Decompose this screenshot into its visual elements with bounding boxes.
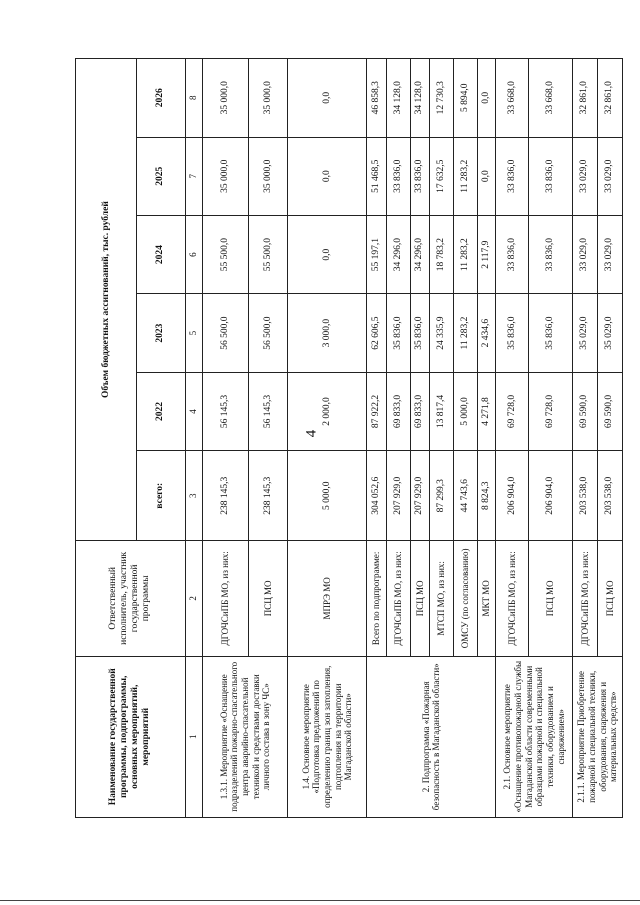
value-cell: 35 000,0 <box>249 59 288 138</box>
executor-cell: ДГОЧСиПБ МО, из них: <box>496 541 529 656</box>
value-cell: 56 500,0 <box>203 294 249 372</box>
value-cell: 3 000,0 <box>288 294 367 372</box>
value-cell: 35 000,0 <box>203 59 249 138</box>
executor-cell: ПСЦ МО <box>249 541 288 656</box>
value-cell: 56 145,3 <box>249 372 288 450</box>
header-executor: Ответственный исполнитель, участник государственной программы <box>76 541 186 656</box>
value-cell: 238 145,3 <box>203 451 249 541</box>
program-name-cell: 1.4. Основное мероприятие «Подготовка предложений по определению границ зон затопления, подтопления на территории Магаданской области» <box>288 656 367 817</box>
column-index: 8 <box>185 59 203 138</box>
value-cell: 34 128,0 <box>386 59 410 138</box>
value-cell: 203 538,0 <box>573 451 598 541</box>
value-cell: 206 904,0 <box>529 451 573 541</box>
header-year: 2026 <box>137 59 185 138</box>
value-cell: 32 861,0 <box>573 59 598 138</box>
value-cell: 46 858,3 <box>367 59 387 138</box>
budget-table <box>75 58 623 818</box>
value-cell: 2 000,0 <box>288 372 367 450</box>
value-cell: 5 894,0 <box>453 59 477 138</box>
value-cell: 11 283,2 <box>453 215 477 293</box>
executor-cell: МТСП МО, из них: <box>429 541 453 656</box>
value-cell: 304 052,6 <box>367 451 387 541</box>
table-row <box>288 59 367 818</box>
program-name-cell: 2.1. Основное мероприятие «Оснащение противопожарной службы Магаданской области современными образцами пожарной и специальной техники, оборудованием и снаряжением» <box>496 656 573 817</box>
value-cell: 207 929,0 <box>411 451 430 541</box>
header-year: 2023 <box>137 294 185 372</box>
value-cell: 24 335,9 <box>429 294 453 372</box>
value-cell: 69 590,0 <box>598 372 623 450</box>
page-bottom-rule <box>0 900 640 901</box>
program-name-cell: 2.1.1. Мероприятие Приобретение пожарной и специальной техники, оборудования, снаряжения и материальных средств» <box>573 656 623 817</box>
value-cell: 56 500,0 <box>249 294 288 372</box>
value-cell: 69 728,0 <box>496 372 529 450</box>
table-row <box>367 59 387 818</box>
value-cell: 69 833,0 <box>411 372 430 450</box>
value-cell: 11 283,2 <box>453 137 477 215</box>
value-cell: 238 145,3 <box>249 451 288 541</box>
value-cell: 33 836,0 <box>386 137 410 215</box>
program-name-cell: 2. Подпрограмма «Пожарная безопасность в Магаданской области» <box>367 656 496 817</box>
value-cell: 32 861,0 <box>598 59 623 138</box>
value-cell: 35 836,0 <box>496 294 529 372</box>
table-row <box>573 59 598 818</box>
executor-cell: ДГОЧСиПБ МО, из них: <box>386 541 410 656</box>
value-cell: 35 836,0 <box>411 294 430 372</box>
value-cell: 55 197,1 <box>367 215 387 293</box>
value-cell: 55 500,0 <box>249 215 288 293</box>
value-cell: 35 029,0 <box>573 294 598 372</box>
value-cell: 12 730,3 <box>429 59 453 138</box>
value-cell: 4 271,8 <box>477 372 496 450</box>
value-cell: 33 668,0 <box>529 59 573 138</box>
executor-cell: МПРЭ МО <box>288 541 367 656</box>
value-cell: 5 000,0 <box>453 372 477 450</box>
header-name: Наименование государственной программы, подпрограммы, основных мероприятий, мероприятий <box>76 656 186 817</box>
executor-cell: ПСЦ МО <box>529 541 573 656</box>
value-cell: 69 590,0 <box>573 372 598 450</box>
value-cell: 0,0 <box>288 59 367 138</box>
value-cell: 35 000,0 <box>249 137 288 215</box>
column-index: 7 <box>185 137 203 215</box>
value-cell: 35 836,0 <box>529 294 573 372</box>
value-cell: 35 000,0 <box>203 137 249 215</box>
column-index: 3 <box>185 451 203 541</box>
value-cell: 11 283,2 <box>453 294 477 372</box>
program-name-cell: 1.3.1. Мероприятие «Оснащение подразделений пожарно-спасательного центра аварийно-спасательной техникой и средствами доставки личного состава в зону ЧС» <box>203 656 288 817</box>
value-cell: 0,0 <box>477 137 496 215</box>
table-row <box>496 59 529 818</box>
value-cell: 35 836,0 <box>386 294 410 372</box>
executor-cell: Всего по подпрограмме: <box>367 541 387 656</box>
value-cell: 33 836,0 <box>496 215 529 293</box>
value-cell: 2 117,9 <box>477 215 496 293</box>
value-cell: 56 145,3 <box>203 372 249 450</box>
header-volume: Объем бюджетных ассигнований, тыс. рублей <box>76 59 137 541</box>
value-cell: 51 468,5 <box>367 137 387 215</box>
value-cell: 69 833,0 <box>386 372 410 450</box>
header-year: 2022 <box>137 372 185 450</box>
column-index: 5 <box>185 294 203 372</box>
value-cell: 33 836,0 <box>529 215 573 293</box>
executor-cell: ОМСУ (по согласованию) <box>453 541 477 656</box>
value-cell: 34 296,0 <box>386 215 410 293</box>
budget-table-container <box>75 58 623 818</box>
value-cell: 33 029,0 <box>598 137 623 215</box>
value-cell: 13 817,4 <box>429 372 453 450</box>
value-cell: 5 000,0 <box>288 451 367 541</box>
header-year: 2025 <box>137 137 185 215</box>
value-cell: 8 824,3 <box>477 451 496 541</box>
value-cell: 206 904,0 <box>496 451 529 541</box>
value-cell: 87 299,3 <box>429 451 453 541</box>
value-cell: 207 929,0 <box>386 451 410 541</box>
value-cell: 33 029,0 <box>573 215 598 293</box>
value-cell: 0,0 <box>477 59 496 138</box>
column-index: 6 <box>185 215 203 293</box>
value-cell: 33 668,0 <box>496 59 529 138</box>
value-cell: 0,0 <box>288 215 367 293</box>
page-number: 4 <box>303 429 320 438</box>
value-cell: 33 836,0 <box>529 137 573 215</box>
column-index: 1 <box>185 656 203 817</box>
table-row <box>203 59 249 818</box>
column-index: 2 <box>185 541 203 656</box>
value-cell: 55 500,0 <box>203 215 249 293</box>
value-cell: 33 029,0 <box>598 215 623 293</box>
value-cell: 62 606,5 <box>367 294 387 372</box>
value-cell: 17 632,5 <box>429 137 453 215</box>
value-cell: 33 836,0 <box>496 137 529 215</box>
executor-cell: ПСЦ МО <box>411 541 430 656</box>
value-cell: 34 128,0 <box>411 59 430 138</box>
value-cell: 18 783,2 <box>429 215 453 293</box>
value-cell: 0,0 <box>288 137 367 215</box>
value-cell: 35 029,0 <box>598 294 623 372</box>
column-index: 4 <box>185 372 203 450</box>
value-cell: 33 836,0 <box>411 137 430 215</box>
value-cell: 2 434,6 <box>477 294 496 372</box>
executor-cell: ДГОЧСиПБ МО, из них: <box>203 541 249 656</box>
value-cell: 33 029,0 <box>573 137 598 215</box>
value-cell: 44 743,6 <box>453 451 477 541</box>
value-cell: 34 296,0 <box>411 215 430 293</box>
header-total: всего: <box>137 451 185 541</box>
executor-cell: МКТ МО <box>477 541 496 656</box>
value-cell: 69 728,0 <box>529 372 573 450</box>
header-year: 2024 <box>137 215 185 293</box>
value-cell: 87 922,2 <box>367 372 387 450</box>
executor-cell: ПСЦ МО <box>598 541 623 656</box>
executor-cell: ДГОЧСиПБ МО, из них: <box>573 541 598 656</box>
value-cell: 203 538,0 <box>598 451 623 541</box>
